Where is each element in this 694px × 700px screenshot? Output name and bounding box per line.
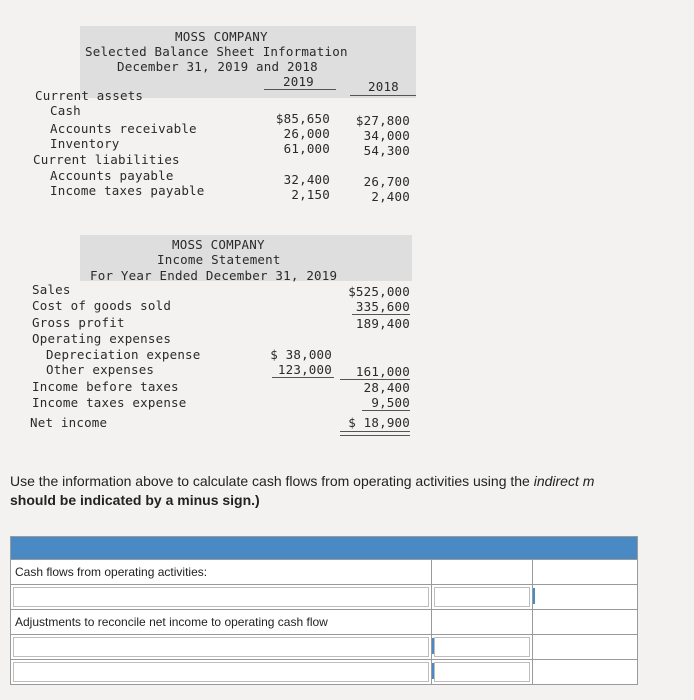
answer-total-cell — [533, 635, 637, 659]
question-prompt — [10, 472, 694, 510]
bs-value-2018: 2,400 — [371, 189, 410, 204]
is-label: Net income — [30, 415, 108, 430]
input-box[interactable] — [13, 637, 429, 657]
answer-description-input[interactable] — [11, 660, 432, 684]
bs-value-2018: 34,000 — [363, 128, 410, 143]
bs-date: December 31, 2019 and 2018 — [117, 59, 318, 74]
bs-label: Inventory — [50, 136, 120, 151]
answer-amount-input[interactable] — [432, 585, 533, 609]
dropdown-marker-icon — [533, 588, 535, 604]
bs-col-2018: 2018 — [368, 79, 399, 94]
is-outer-value: 189,400 — [355, 316, 410, 331]
is-title: Income Statement — [157, 252, 281, 267]
is-inner-underline — [272, 377, 334, 378]
bs-label: Accounts payable — [50, 168, 174, 183]
input-box[interactable] — [434, 637, 530, 657]
is-label: Income taxes expense — [32, 395, 187, 410]
bs-value-2018: $27,800 — [355, 113, 410, 128]
input-box[interactable] — [13, 662, 429, 682]
prompt-bold-line: should be indicated by a minus sign.) — [10, 492, 260, 508]
bs-col-2019-underline — [264, 89, 336, 90]
answer-amount-cell — [432, 560, 533, 584]
answer-total-cell — [533, 660, 637, 684]
bs-col-2019: 2019 — [283, 74, 314, 89]
input-box[interactable] — [434, 587, 530, 607]
is-outer-value: 161,000 — [355, 364, 410, 379]
prompt-text: Use the information above to calculate cash flows from operating activities using the — [10, 473, 534, 489]
is-outer-value: 335,600 — [355, 299, 410, 314]
adjustments-label: Adjustments to reconcile net income to operating cash flow — [15, 615, 328, 629]
bs-value-2018: 54,300 — [363, 143, 410, 158]
bs-company: MOSS COMPANY — [175, 29, 268, 44]
is-company: MOSS COMPANY — [172, 237, 265, 252]
bs-label: Income taxes payable — [50, 183, 205, 198]
table-row — [11, 634, 637, 659]
bs-value-2019: 61,000 — [283, 141, 330, 156]
is-outer-value: 28,400 — [363, 380, 410, 395]
bs-value-2019: 2,150 — [291, 187, 330, 202]
is-label: Depreciation expense — [46, 347, 201, 362]
answer-label-cell — [11, 560, 432, 584]
is-label: Gross profit — [32, 315, 125, 330]
answer-total-cell — [533, 610, 637, 634]
bs-label: Cash — [50, 103, 81, 118]
table-row — [11, 659, 637, 684]
answer-table — [10, 536, 638, 685]
answer-amount-cell — [432, 610, 533, 634]
answer-label-cell — [11, 610, 432, 634]
bs-value-2019: 32,400 — [283, 172, 330, 187]
is-label: Other expenses — [46, 362, 155, 377]
is-tax-underline — [362, 410, 410, 411]
is-cogs-underline — [352, 314, 410, 315]
answer-amount-input[interactable] — [432, 660, 533, 684]
input-box[interactable] — [434, 662, 530, 682]
is-label: Sales — [32, 282, 71, 297]
table-row — [11, 584, 637, 609]
table-row — [11, 559, 637, 584]
bs-col-2018-underline — [350, 95, 416, 96]
answer-description-input[interactable] — [11, 585, 432, 609]
is-label: Income before taxes — [32, 379, 179, 394]
bs-label: Accounts receivable — [50, 121, 197, 136]
bs-title: Selected Balance Sheet Information — [85, 44, 348, 59]
bs-value-2019: $85,650 — [275, 111, 330, 126]
answer-table-header — [11, 537, 637, 559]
is-inner-value: 123,000 — [277, 362, 332, 377]
table-row — [11, 609, 637, 634]
cash-flows-label: Cash flows from operating activities: — [15, 565, 208, 579]
is-net-income-double-underline — [340, 431, 410, 436]
is-label: Cost of goods sold — [32, 298, 172, 313]
is-label: Operating expenses — [32, 331, 172, 346]
is-inner-value: $ 38,000 — [270, 347, 332, 362]
bs-value-2019: 26,000 — [283, 126, 330, 141]
answer-total-cell — [533, 560, 637, 584]
is-period: For Year Ended December 31, 2019 — [90, 268, 338, 283]
is-outer-value: $525,000 — [348, 284, 410, 299]
answer-description-input[interactable] — [11, 635, 432, 659]
input-box[interactable] — [13, 587, 429, 607]
is-outer-value: 9,500 — [371, 395, 410, 410]
bs-label: Current assets — [35, 88, 144, 103]
bs-label: Current liabilities — [33, 152, 180, 167]
is-net-income-value: $ 18,900 — [348, 415, 410, 430]
answer-total-input[interactable] — [533, 585, 637, 609]
answer-amount-input[interactable] — [432, 635, 533, 659]
bs-value-2018: 26,700 — [363, 174, 410, 189]
prompt-italic-text: indirect m — [533, 473, 595, 489]
